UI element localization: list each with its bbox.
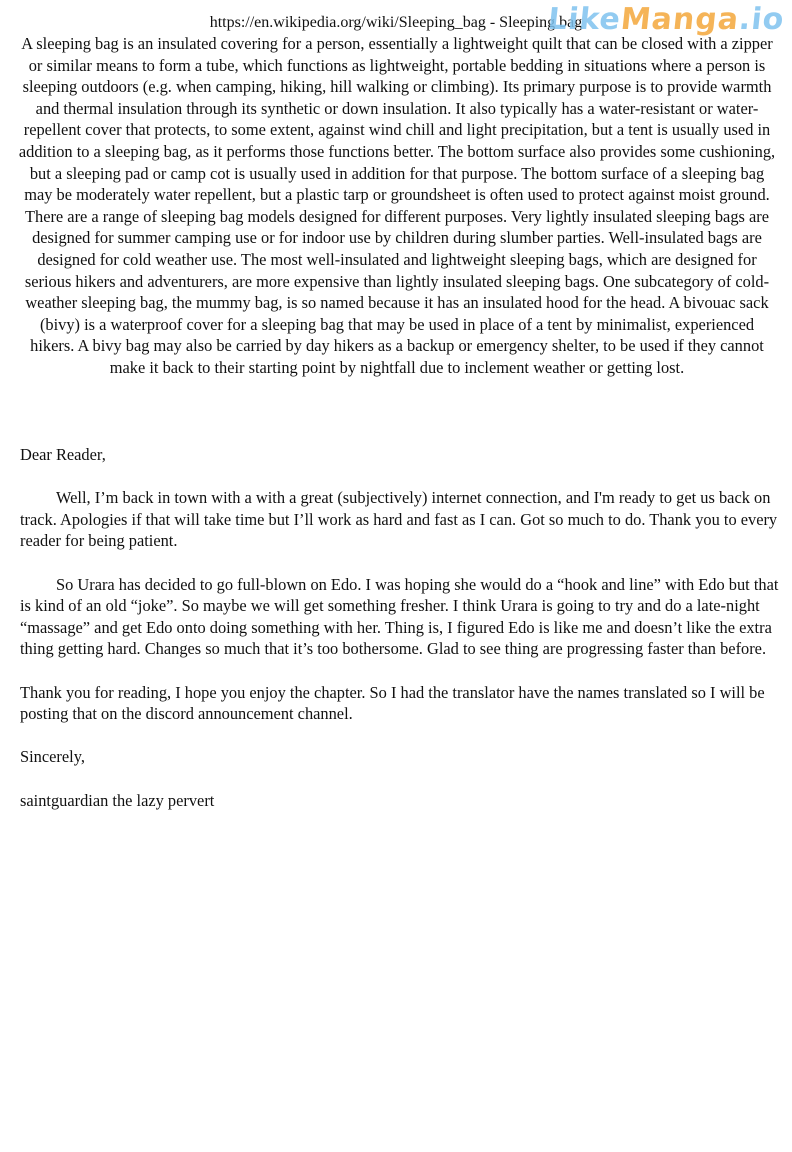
source-reference: https://en.wikipedia.org/wiki/Sleeping_bag - Sleeping bag [209,14,583,31]
letter-paragraph: Well, I’m back in town with a with a great (subjectively) internet connection, and I'm ready to get us back on track. Apologies if that will take time but I’ll work as hard and fast as I can. Got so much to do. Thank you to every reader for being patient. [20,488,778,551]
summary-paragraph: There are a range of sleeping bag models designed for different purposes. Very lightly insulated sleeping bags are designed for summer camping use or for indoor use by children during slumber parties. Well-insulated bags are designed for cold weather use. The most well-insulated and lightweight sleeping bags, which are designed for serious hikers and adventurers, are more expensive than lightly insulated sleeping bags. One subcategory of cold-weather sleeping bag, the mummy bag, is so named because it has an insulated hood for the head. A bivouac sack (bivy) is a waterproof cover for a sleeping bag that may be used in place of a tent by minimalist, experienced hikers. A bivy bag may also be carried by day hikers as a backup or emergency shelter, to be used if they cannot make it back to their starting point by nightfall due to inclement weather or getting lost. [24,206,770,377]
reader-letter [20,444,780,833]
letter-paragraph: Thank you for reading, I hope you enjoy the chapter. So I had the translator have the names translated so I will be posting that on the discord announcement channel. [20,682,765,724]
site-watermark-logo: LikeManga.io [546,2,787,37]
letter-signature: saintguardian the lazy pervert [20,790,215,810]
summary-paragraph: A sleeping bag is an insulated covering for a person, essentially a lightweight quilt that can be closed with a zipper or similar means to form a tube, which functions as lightweight, portable bedding in situations where a person is sleeping outdoors (e.g. when camping, hiking, hill walking or climbing). Its primary purpose is to provide warmth and thermal insulation through its synthetic or down insulation. It also typically has a water-resistant or water-repellent cover that protects, to some extent, against wind chill and light precipitation, but a tent is usually used in addition to a sleeping bag, as it performs those functions better. The bottom surface also provides some cushioning, but a sleeping pad or camp cot is usually used in addition for that purpose. The bottom surface of a sleeping bag may be moderately water repellent, but a plastic tarp or groundsheet is often used to protect against moist ground. [18,34,776,205]
sleeping-bag-summary [16,33,778,379]
letter-greeting: Dear Reader, [20,445,106,464]
letter-closing: Sincerely, [20,747,85,767]
letter-paragraph: So Urara has decided to go full-blown on Edo. I was hoping she would do a “hook and line” with Edo but that is kind of an old “joke”. So maybe we will get something fresher. I think Urara is going to try and do a late-night “massage” and get Edo onto doing something with her. Thing is, I figured Edo is like me and doesn’t like the extra thing getting hard. Changes so much that it’s too bothersome. Glad to see thing are progressing faster than before. [20,574,779,659]
